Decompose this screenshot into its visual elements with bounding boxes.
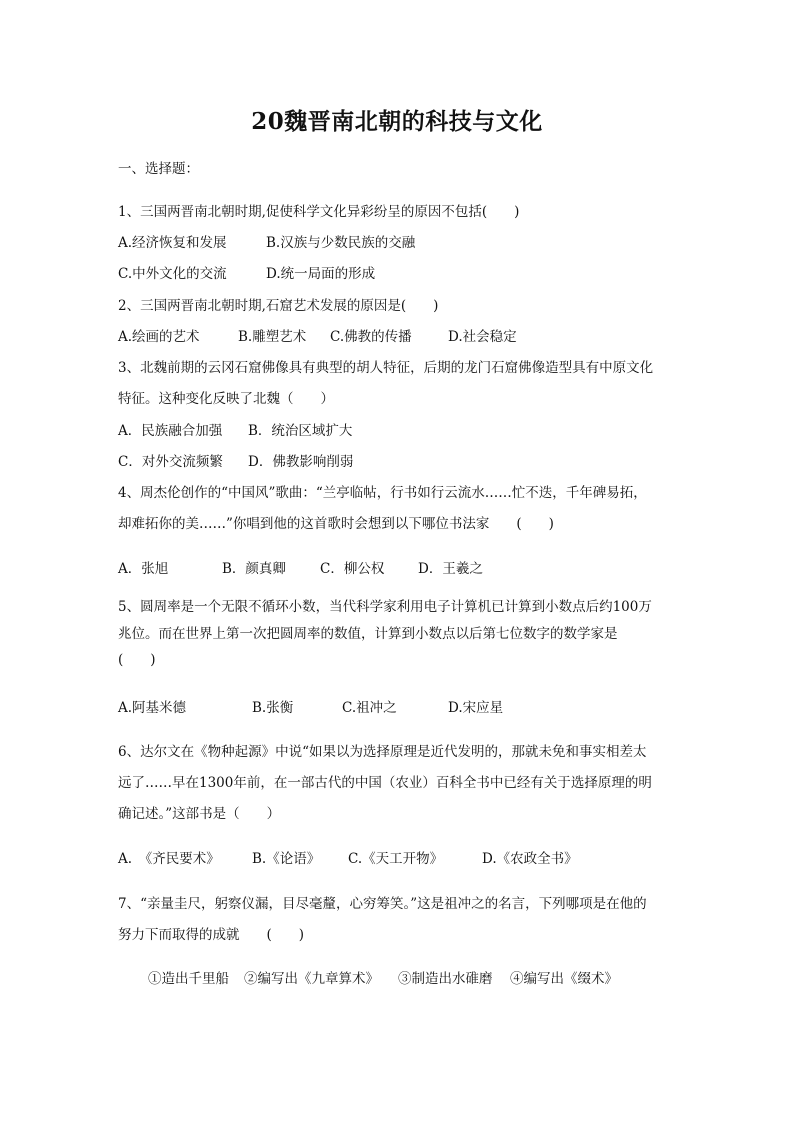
q3-option-c: C．对外交流频繁: [118, 454, 223, 470]
q4-option-a: A．张旭: [118, 561, 169, 577]
q4-option-d: D．王羲之: [418, 561, 483, 577]
question-1-text: 1、三国两晋南北朝时期,促使科学文化异彩纷呈的原因不包括( ): [118, 204, 520, 220]
question-3-text-2: 特征。这种变化反映了北魏（ ）: [118, 391, 334, 407]
q5-option-b: B.张衡: [252, 700, 294, 716]
question-5-text-1: 5、圆周率是一个无限不循环小数，当代科学家利用电子计算机已计算到小数点后约100万: [118, 599, 652, 615]
q2-option-a: A.绘画的艺术: [118, 329, 200, 345]
section-heading: 一、选择题：: [118, 161, 199, 177]
q2-option-c: C.佛教的传播: [330, 329, 412, 345]
q3-option-d: D．佛教影响削弱: [248, 454, 354, 470]
q1-option-c: C.中外文化的交流: [118, 266, 227, 282]
q5-option-a: A.阿基米德: [118, 700, 187, 716]
question-6-text-1: 6、达尔文在《物种起源》中说“如果以为选择原理是近代发明的，那就未免和事实相差太: [118, 744, 647, 760]
q7-item-2: ②编写出《九章算术》: [244, 971, 379, 987]
question-4-text-1: 4、周杰伦创作的“中国风”歌曲：“兰亭临帖，行书如行云流水……忙不迭，千年碑易拓，: [118, 485, 647, 501]
q2-option-d: D.社会稳定: [448, 329, 517, 345]
q3-option-b: B．统治区域扩大: [248, 423, 353, 439]
q6-option-b: B.《论语》: [252, 851, 321, 867]
question-5-text-3: ( ): [118, 652, 156, 668]
q1-option-b: B.汉族与少数民族的交融: [266, 235, 416, 251]
q5-option-d: D.宋应星: [448, 700, 504, 716]
question-6-text-2: 远了……早在1300年前，在一部古代的中国（农业）百科全书中已经有关于选择原理的明: [118, 775, 652, 791]
q2-option-b: B.雕塑艺术: [238, 329, 307, 345]
q6-option-d: D.《农政全书》: [482, 851, 578, 867]
page-title: 20魏晋南北朝的科技与文化: [251, 108, 543, 135]
q7-item-4: ④编写出《缀术》: [510, 971, 618, 987]
q5-option-c: C.祖冲之: [342, 700, 397, 716]
q1-option-d: D.统一局面的形成: [266, 266, 376, 282]
question-2-text: 2、三国两晋南北朝时期,石窟艺术发展的原因是( ): [118, 298, 439, 314]
q6-option-c: C.《天工开物》: [348, 851, 444, 867]
question-3-text-1: 3、北魏前期的云冈石窟佛像具有典型的胡人特征，后期的龙门石窟佛像造型具有中原文化: [118, 360, 654, 376]
q6-option-a: A. 《齐民要术》: [118, 851, 220, 867]
question-6-text-3: 确记述。”这部书是（ ）: [118, 806, 281, 822]
question-7-text-2: 努力下而取得的成就 ( ): [118, 927, 305, 943]
question-5-text-2: 兆位。而在世界上第一次把圆周率的数值，计算到小数点以后第七位数字的数学家是: [118, 626, 618, 642]
q7-item-1: ①造出千里船: [148, 971, 229, 987]
q4-option-b: B．颜真卿: [222, 561, 286, 577]
q7-item-3: ③制造出水碓磨: [398, 971, 493, 987]
question-4-text-2: 却难拓你的美……”你唱到他的这首歌时会想到以下哪位书法家 ( ): [118, 516, 554, 532]
q4-option-c: C．柳公权: [320, 561, 385, 577]
question-7-text-1: 7、“亲量圭尺，躬察仪漏，目尽毫釐，心穷筹笑。”这是祖冲之的名言，下列哪项是在他的: [118, 896, 647, 912]
q1-option-a: A.经济恢复和发展: [118, 235, 227, 251]
q3-option-a: A．民族融合加强: [118, 423, 223, 439]
